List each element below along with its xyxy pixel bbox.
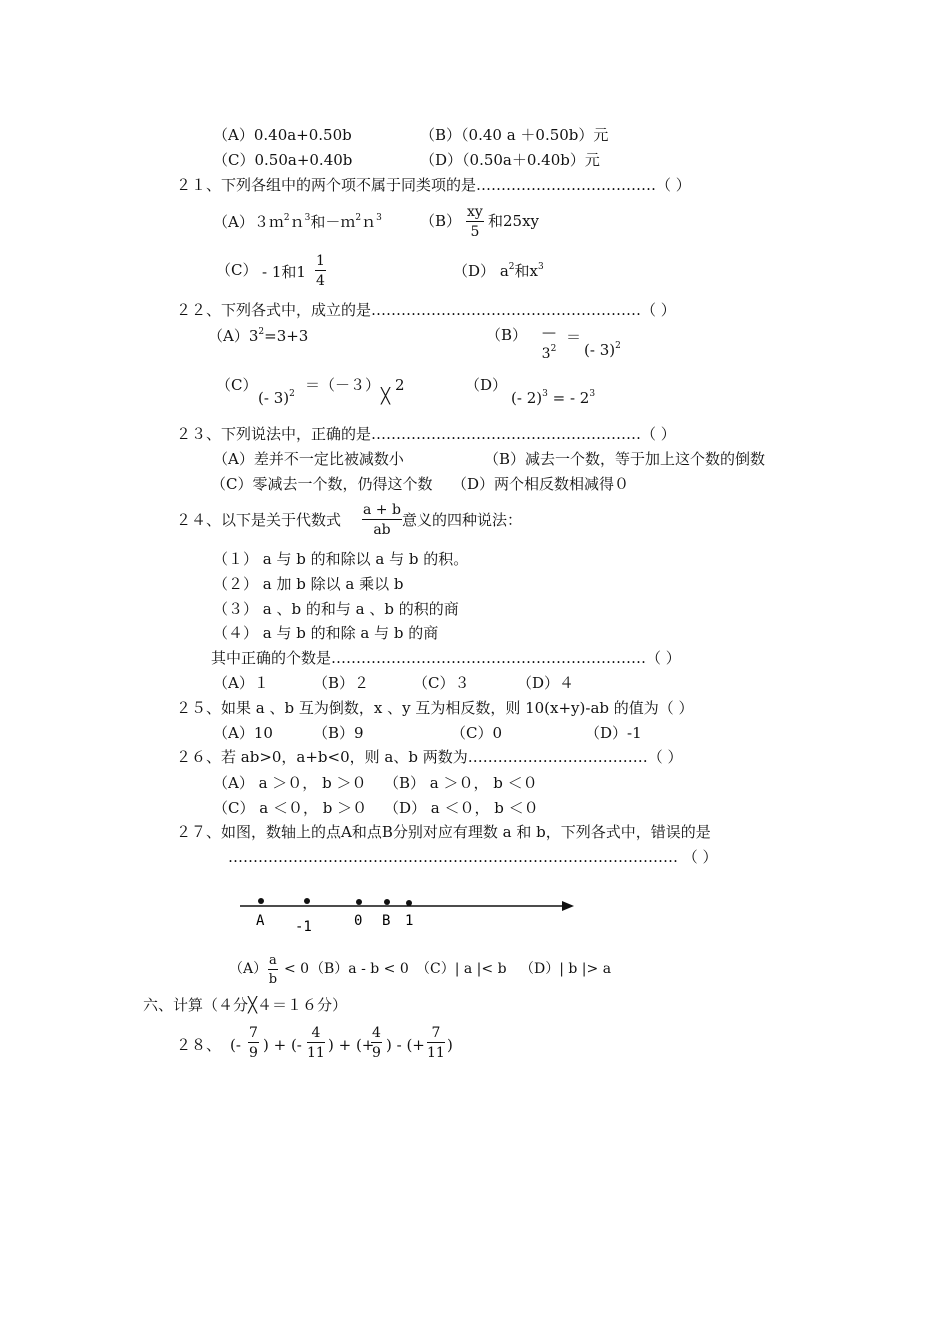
label-a: A	[256, 913, 265, 929]
q23-option-d: （D）两个相反数相减得０	[452, 475, 630, 493]
q24-statement-4: （４） a 与 b 的和除 a 与 b 的商	[213, 624, 439, 642]
section-6-title: 六、计算（４分╳４＝１６分）	[143, 996, 348, 1014]
point-1-dot	[406, 900, 412, 906]
q24-option-c: （C）３	[413, 674, 470, 692]
q26-option-a: （A） a ＞０， b ＞０	[213, 774, 367, 792]
q27-option-a-rest: < 0	[284, 961, 310, 977]
q23-option-a: （A）差并不一定比被减数小	[213, 450, 404, 468]
q27-stem: ２７、如图，数轴上的点A和点B分别对应有理数 a 和 b，下列各式中，错误的是	[176, 823, 711, 841]
q22-stem: ２２、下列各式中，成立的是………………………………………………（ ）	[176, 301, 676, 319]
q28-fraction-3: $\frac{4}{9}$	[372, 1025, 381, 1061]
q22-option-b-rhs: ＝	[566, 328, 582, 346]
q25-stem: ２５、如果 a 、b 互为倒数，x 、y 互为相反数，则 10(x+y)-ab 的值为（ ）	[176, 699, 694, 717]
point-b-dot	[384, 899, 390, 905]
q25-option-c: （C）0	[451, 724, 503, 742]
q24-option-d: （D）４	[517, 674, 575, 692]
label-0: 0	[354, 913, 363, 929]
label-minus-1: -1	[295, 919, 312, 935]
q22-option-b-fraction: — $3^2$	[541, 325, 557, 362]
q24-option-b: （B）２	[313, 674, 370, 692]
q21-option-b-fraction: $\frac{xy}{5}$	[467, 204, 483, 240]
number-line-figure	[230, 888, 580, 936]
q28-paren-2: ) + (-	[263, 1036, 302, 1054]
q28-paren-4: ) - (+	[386, 1036, 425, 1054]
q20-option-c: （C）0.50a+0.40b	[213, 151, 353, 169]
q26-stem: ２６、若 ab>0，a+b<0，则 a、b 两数为………………………………（ ）	[176, 748, 683, 766]
q24-stem-post: 意义的四种说法：	[402, 511, 523, 529]
q21-stem: ２１、下列各组中的两个项不属于同类项的是………………………………（ ）	[176, 176, 691, 194]
point-0-dot	[356, 899, 362, 905]
q28-fraction-1: $\frac{7}{9}$	[249, 1025, 258, 1061]
q23-option-b: （B）减去一个数，等于加上这个数的倒数	[484, 450, 766, 468]
q24-fraction: $\frac{a + b}{ab}$	[363, 502, 401, 538]
q21-option-c-fraction: $\frac{1}{4}$	[316, 253, 325, 289]
q24-statement-1: （１） a 与 b 的和除以 a 与 b 的积。	[213, 550, 469, 568]
label-b: B	[382, 913, 391, 929]
q25-option-b: （B）9	[313, 724, 364, 742]
q20-option-b: （B）（0.40 a ＋0.50b）元	[420, 126, 609, 144]
q28-paren-5: )	[447, 1036, 453, 1054]
q20-option-d: （D）（0.50a＋0.40b）元	[420, 151, 600, 169]
q25-option-d: （D）-1	[585, 724, 642, 742]
q27-option-a-fraction: $\frac{a}{b}$	[268, 953, 278, 987]
q26-option-b: （B） a ＞０， b ＜０	[384, 774, 538, 792]
q22-option-d-expr: (- 2)$^3$ = - $2^3$	[511, 389, 596, 407]
q22-option-a: $(A)3^2=3+3$	[208, 327, 309, 345]
q24-statement-2: （２） a 加 b 除以 a 乘以 b	[213, 575, 404, 593]
q20-option-a: （A）0.40a+0.50b	[213, 126, 352, 144]
q22-option-c-label: （C）	[216, 376, 258, 394]
q25-option-a: （A）10	[213, 724, 273, 742]
q22-option-c-times: ╳	[381, 387, 391, 405]
q27-option-b: （B）a - b < 0	[310, 961, 409, 977]
q22-option-c-two: 2	[395, 376, 405, 394]
q28-fraction-4: $\frac{7}{11}$	[427, 1025, 445, 1061]
q22-option-c-lhs: (- 3)$^2$	[258, 389, 295, 407]
q24-option-a: （A）１	[213, 674, 269, 692]
q21-option-c-label: （C）	[216, 261, 258, 279]
q28-paren-3: ) + (+	[328, 1036, 375, 1054]
q22-option-b-rhs-value: (- 3)$^2$	[584, 341, 621, 359]
label-1: 1	[405, 913, 414, 929]
q23-stem: ２３、下列说法中，正确的是………………………………………………（ ）	[176, 425, 676, 443]
q22-option-d-label: （D）	[465, 376, 508, 394]
q27-option-c: （C）| a |< b	[416, 961, 507, 977]
q24-question: 其中正确的个数是………………………………………………………（ ）	[211, 649, 681, 667]
q26-option-c: （C） a ＜０， b ＞０	[213, 799, 368, 817]
q27-dots: ……………………………………………………………………………… （ ）	[228, 848, 718, 866]
q22-option-c-rest: ＝（－３）	[305, 376, 381, 394]
q26-option-d: （D） a ＜０， b ＜０	[384, 799, 539, 817]
q21-option-b-term: 和25xy	[488, 212, 540, 230]
q27-option-d: （D）| b |> a	[520, 961, 612, 977]
q27-option-a-label: （A）	[229, 961, 268, 977]
point-a-dot	[258, 898, 264, 904]
point-minus-1-dot	[304, 898, 310, 904]
q28-paren-1: (-	[230, 1036, 241, 1054]
q28-label: ２８、	[176, 1036, 222, 1054]
q21-option-b-label: （B）	[420, 212, 462, 230]
q24-stem-pre: ２４、以下是关于代数式	[176, 511, 342, 529]
q28-fraction-2: $\frac{4}{11}$	[307, 1025, 325, 1061]
q21-option-a: （A）３ｍ$^2$ｎ$^3$和－ｍ$^2$ｎ$^3$	[213, 213, 382, 231]
q21-option-d: （D） $a^2$和$x^3$	[453, 262, 544, 280]
number-line-arrow-icon	[562, 901, 574, 911]
q24-statement-3: （３） a 、b 的和与 a 、b 的积的商	[213, 600, 459, 618]
q21-option-c-expr: - 1和1	[262, 263, 306, 281]
q23-option-c: （C）零减去一个数，仍得这个数	[211, 475, 433, 493]
q22-option-b-label: （B）	[486, 326, 528, 344]
